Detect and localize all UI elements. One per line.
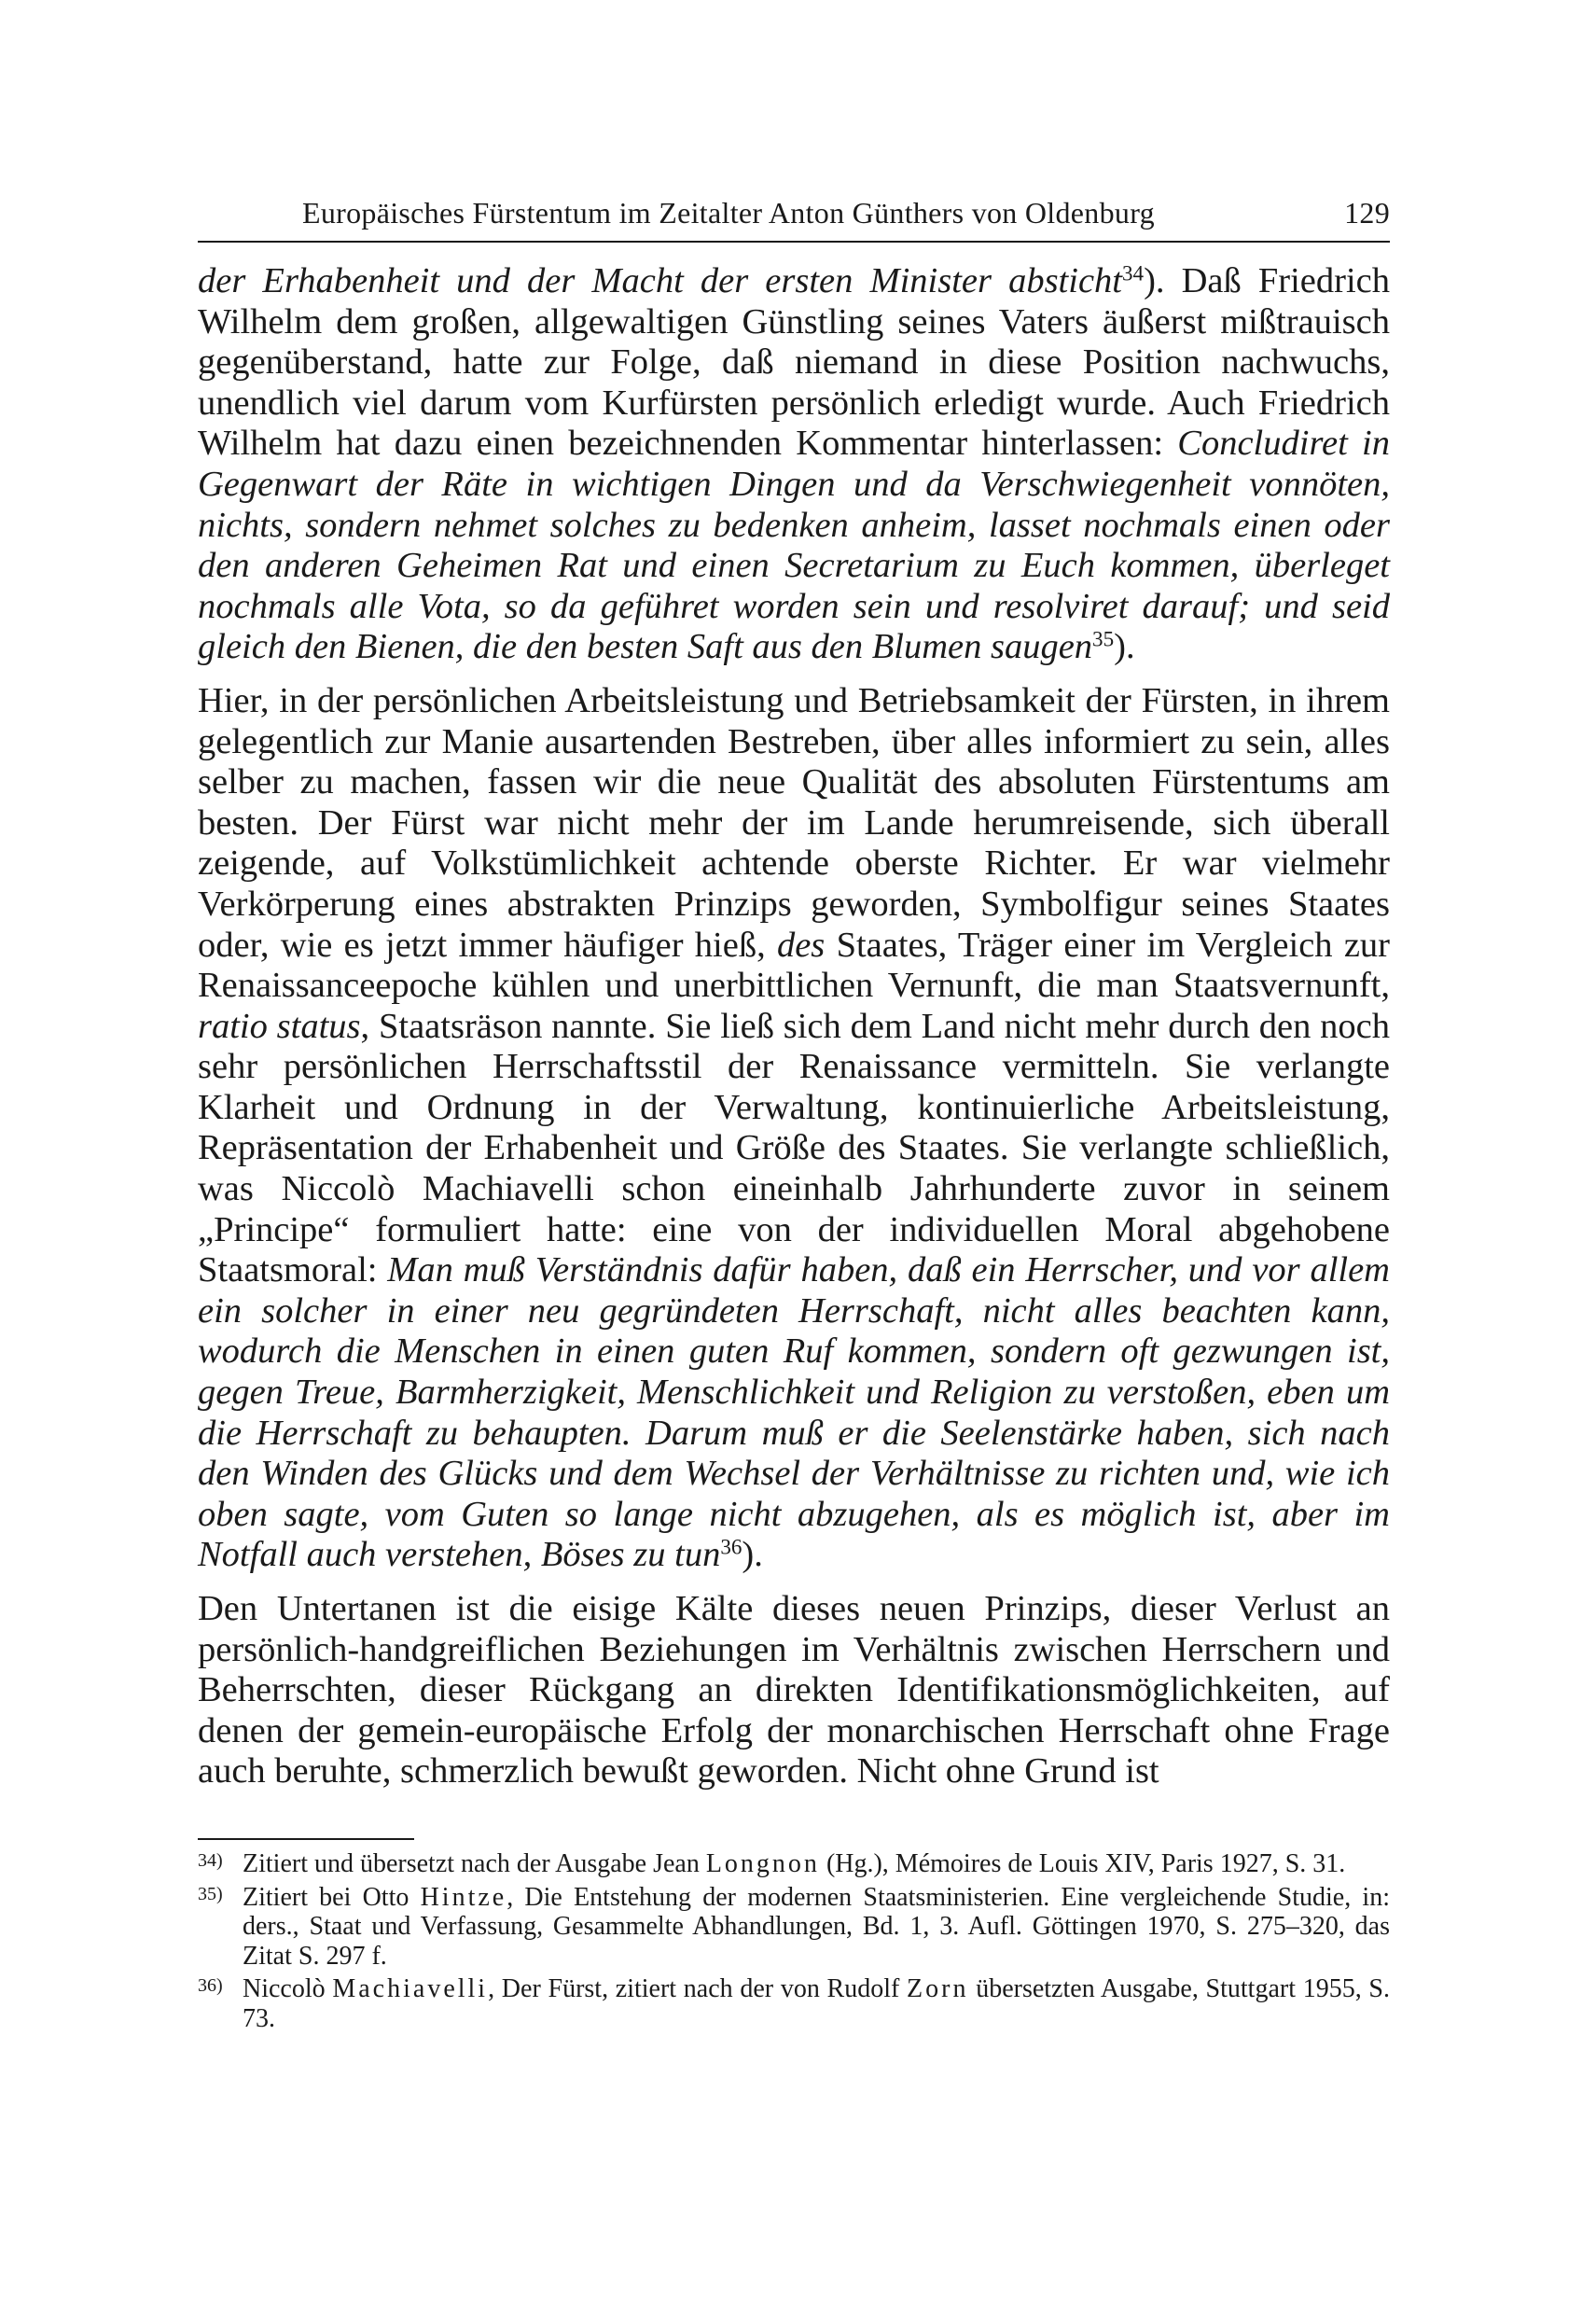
- text-run: ).: [742, 1535, 763, 1575]
- running-head-title: Europäisches Fürstentum im Zeitalter Anton Günthers von Oldenburg: [302, 196, 1155, 230]
- text-run: ).: [1114, 627, 1135, 667]
- footnote-ref: 34: [1121, 260, 1145, 286]
- page-number: 129: [1344, 196, 1390, 230]
- text-run: , Die Entstehung der modernen Staatsministerien. Eine vergleichende Studie, in: ders., Staat und Verfassung, Gesammelte Abhandlungen, Bd. 1, 3. Aufl. Göttingen 1970, S. 275–320, das Zitat S. 297 f.: [243, 1882, 1390, 1971]
- author-name: Longnon: [705, 1849, 820, 1878]
- footnote: [198, 1849, 1390, 1879]
- running-head: [198, 187, 1390, 239]
- footnote-separator: [198, 1838, 414, 1840]
- text-run: Niccolò: [243, 1974, 333, 2003]
- italic-run: der Erhabenheit und der Macht der ersten Minister absticht: [198, 261, 1122, 300]
- footnote-ref: 35: [1092, 626, 1115, 651]
- italic-run: des: [776, 925, 826, 965]
- text-run: , Der Fürst, zitiert nach der von Rudolf: [488, 1974, 908, 2003]
- header-rule: [198, 241, 1390, 243]
- text-run: übersetzten Ausgabe, Stuttgart 1955, S. 73.: [243, 1974, 1390, 2033]
- footnotes: [198, 1849, 1390, 2037]
- footnote: [198, 1883, 1390, 1972]
- text-run: Zitiert und übersetzt nach der Ausgabe Jean: [243, 1849, 706, 1878]
- author-name: Machiavelli: [332, 1974, 489, 2003]
- text-run: Hier, in der persönlichen Arbeitsleistung und Betriebsamkeit der Fürsten, in ihrem gelegentlich zur Manie ausartenden Bestreben, über alles informiert zu sein, alles selber zu machen, fassen wir die neue Qualität des absoluten Fürstentums am besten. Der Fürst war nicht mehr der im Lande herumreisende, sich überall zeigende, auf Volkstümlichkeit achtende oberste Richter. Er war vielmehr Verkörperung eines abstrakten Prinzips geworden, Symbolfigur seines Staates oder, wie es jetzt immer häufiger hieß,: [198, 680, 1390, 965]
- footnote-mark: 34): [198, 1850, 223, 1871]
- paragraph: [198, 261, 1390, 668]
- text-run: Den Untertanen ist die eisige Kälte dieses neuen Prinzips, dieser Verlust an persönlich-handgreiflichen Beziehungen im Verhältnis zwischen Herrschern und Beherrschten, dieser Rückgang an direkten Identifikationsmöglichkeiten, auf denen der gemein-europäische Erfolg der monarchischen Herrschaft ohne Frage auch beruhte, schmerzlich bewußt geworden. Nicht ohne Grund ist: [198, 1589, 1390, 1791]
- text-run: Staates, Träger einer im Vergleich zur Renaissanceepoche kühlen und unerbittlichen Vernunft, die man Staatsvernunft,: [198, 925, 1390, 1006]
- italic-run: ratio status: [198, 1006, 361, 1046]
- author-name: Zorn: [907, 1974, 969, 2003]
- paragraph: [198, 1589, 1390, 1792]
- paragraph: [198, 681, 1390, 1576]
- footnote-ref: 36: [720, 1534, 742, 1559]
- text-run: , Staatsräson nannte. Sie ließ sich dem Land nicht mehr durch den noch sehr persönlichen Herrschaftsstil der Renaissance vermitteln. Sie verlangte Klarheit und Ordnung in der Verwaltung, kontinuierliche Arbeitsleistung, Repräsentation der Erhabenheit und Größe des Staates. Sie verlangte schließlich, was Niccolò Machiavelli schon eineinhalb Jahrhunderte zuvor in seinem „Principe“ formuliert hatte: eine von der individuellen Moral abgehobene Staatsmoral:: [198, 1006, 1390, 1290]
- text-run: Zitiert bei Otto: [243, 1882, 421, 1912]
- footnote-mark: 35): [198, 1883, 223, 1904]
- author-name: Hintze: [420, 1882, 507, 1912]
- body-text: [198, 261, 1390, 1805]
- footnote: [198, 1974, 1390, 2033]
- italic-run: Man muß Verständnis dafür haben, daß ein Herrscher, und vor allem ein solcher in einer neu gegründeten Herrschaft, nicht alles beachten kann, wodurch die Menschen in einen guten Ruf kommen, sondern oft gezwungen ist, gegen Treue, Barmherzigkeit, Menschlichkeit und Religion zu verstoßen, eben um die Herrschaft zu behaupten. Darum muß er die Seelenstärke haben, sich nach den Winden des Glücks und dem Wechsel der Verhältnisse zu richten und, wie ich oben sagte, vom Guten so lange nicht abzugehen, als es möglich ist, aber im Notfall auch verstehen, Böses zu tun: [198, 1250, 1390, 1575]
- text-run: (Hg.), Mémoires de Louis XIV, Paris 1927, S. 31.: [819, 1849, 1346, 1878]
- italic-run: Concludiret in Gegenwart der Räte in wichtigen Dingen und da Verschwiegenheit vonnöten, nichts, sondern nehmet solches zu bedenken anheim, lasset nochmals einen oder den anderen Geheimen Rat und einen Secretarium zu Euch kommen, überleget nochmals alle Vota, so da geführet worden sein und resolviret darauf; und seid gleich den Bienen, die den besten Saft aus den Blumen saugen: [198, 424, 1390, 667]
- footnote-mark: 36): [198, 1975, 223, 1996]
- text-run: ). Daß Friedrich Wilhelm dem großen, allgewaltigen Günstling seines Vaters äußerst mißtrauisch gegenüberstand, hatte zur Folge, daß niemand in diese Position nachwuchs, unendlich viel darum vom Kurfürsten persönlich erledigt wurde. Auch Friedrich Wilhelm hat dazu einen bezeichnenden Kommentar hinterlassen:: [198, 261, 1390, 464]
